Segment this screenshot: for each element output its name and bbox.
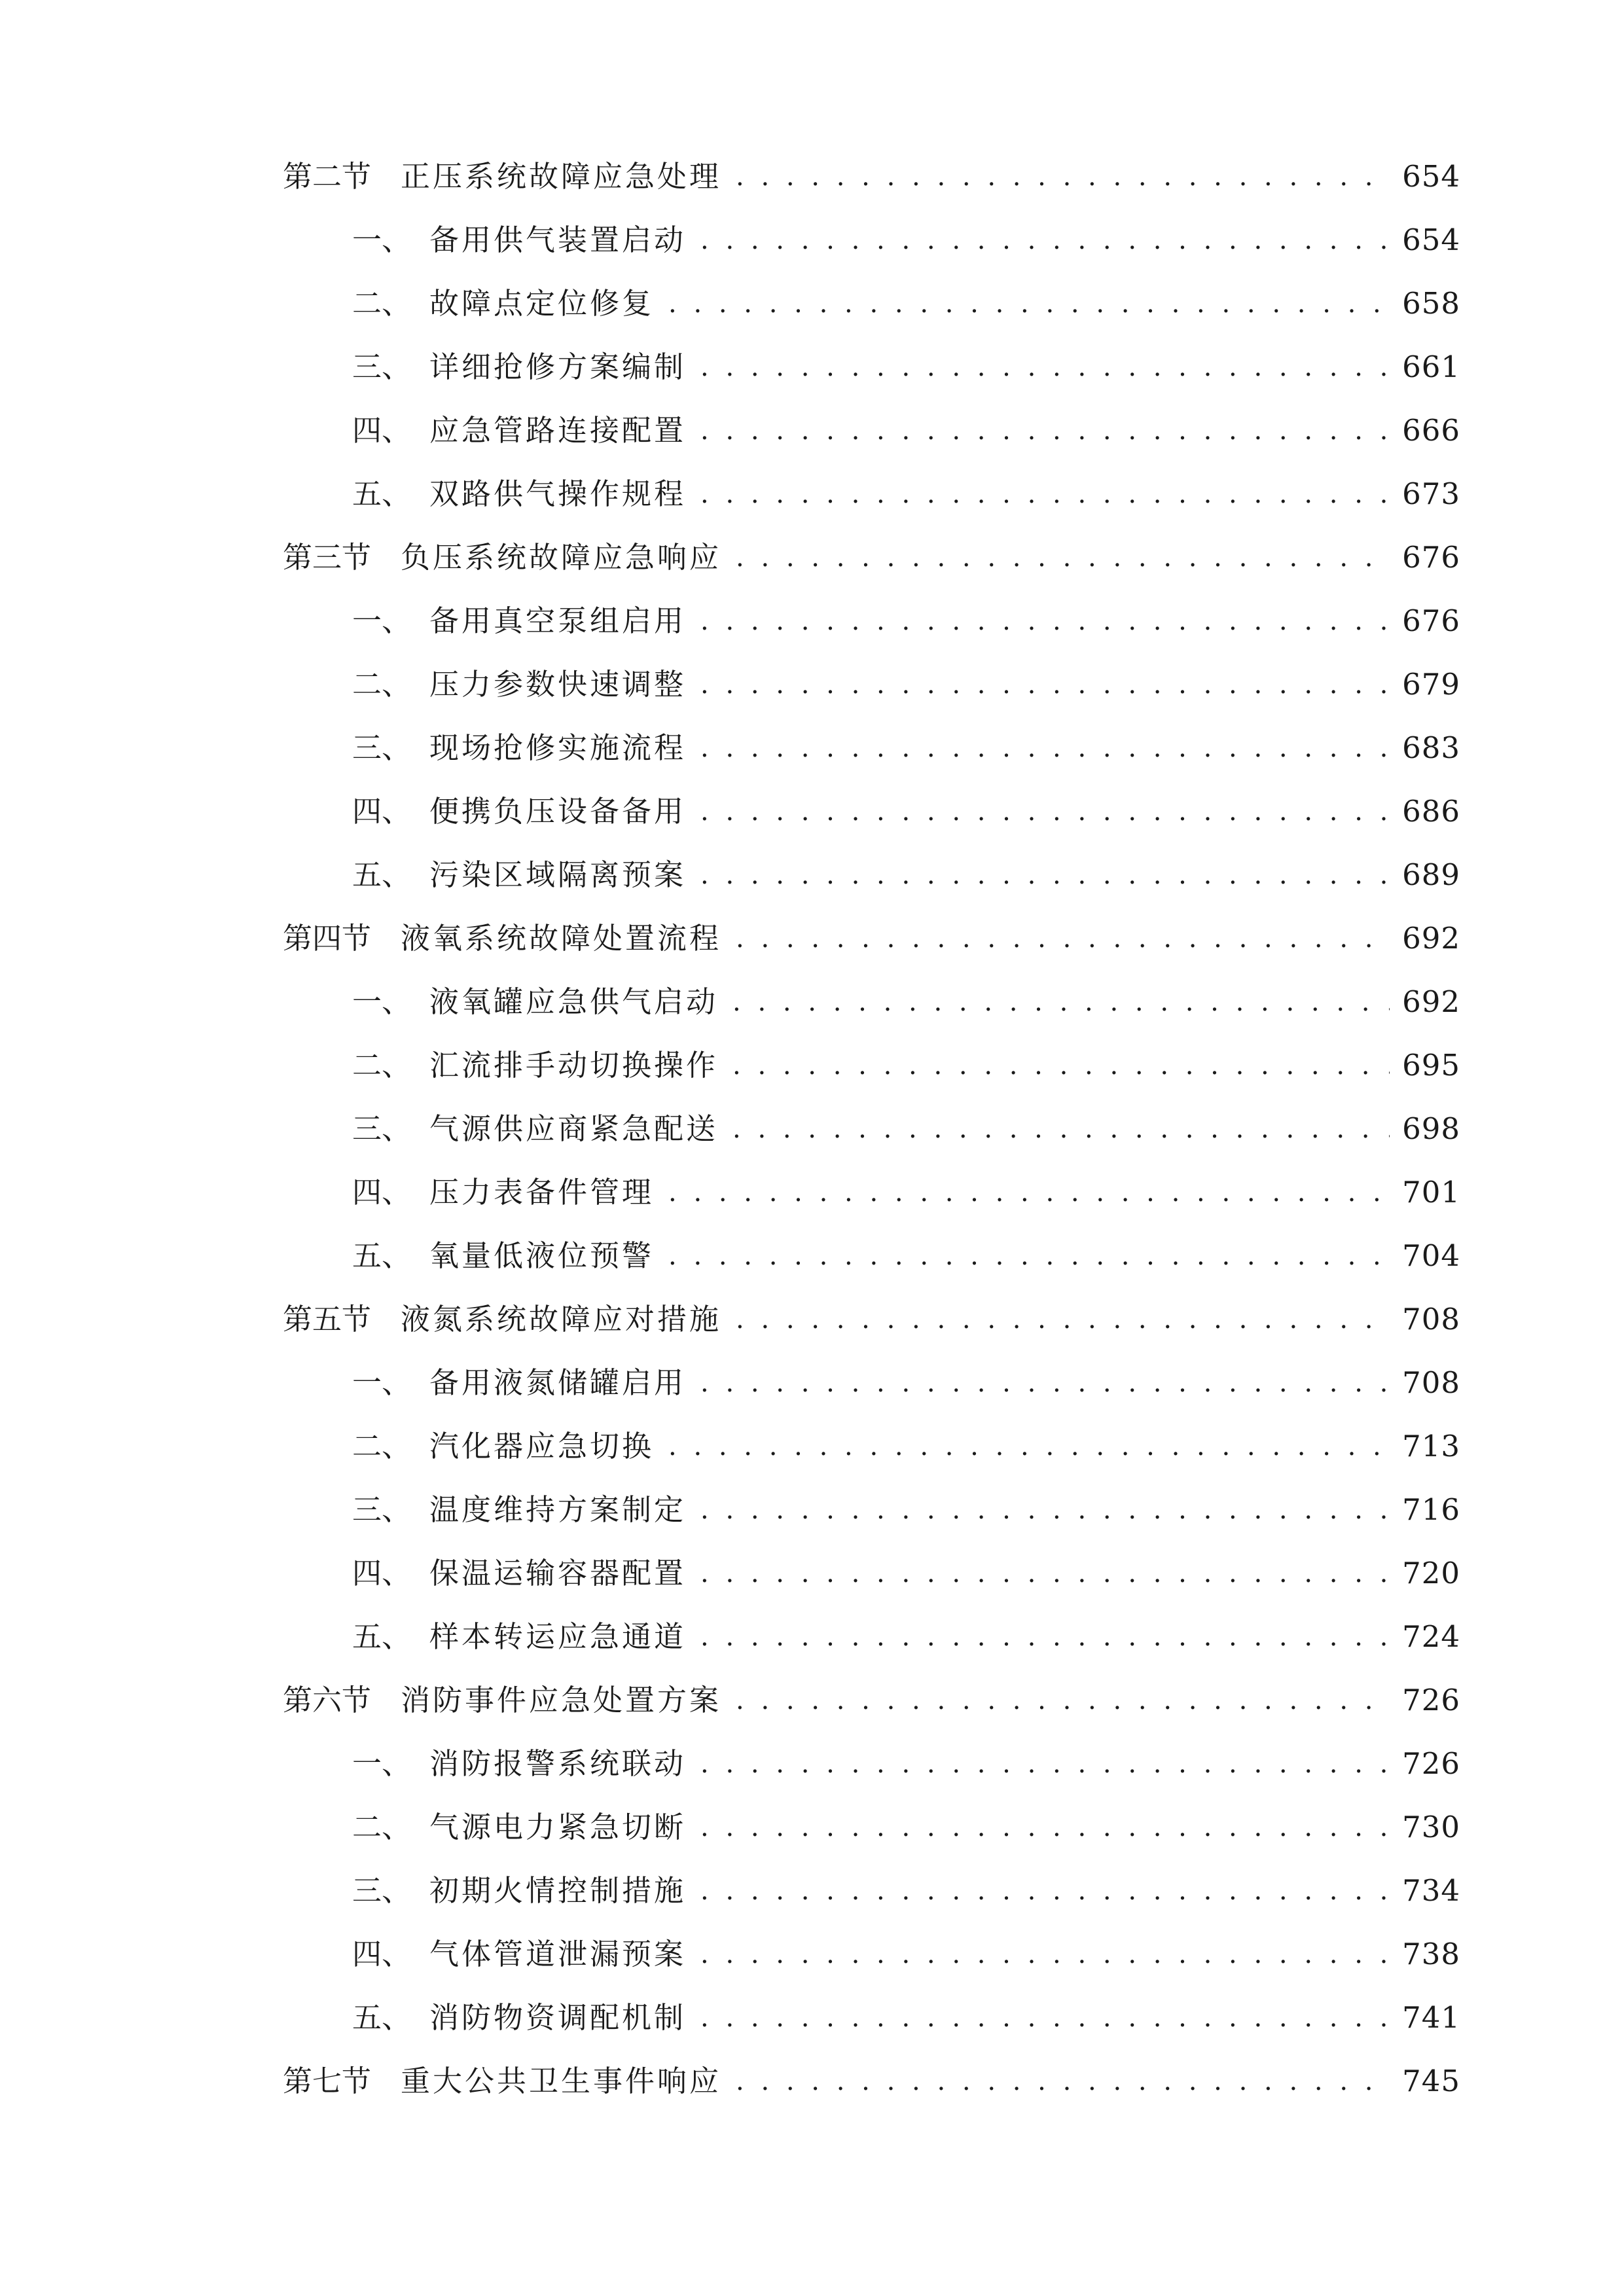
toc-item-number: 二、	[352, 667, 412, 702]
toc-item-title: 液氧罐应急供气启动	[429, 984, 719, 1019]
toc-item-row[interactable]	[352, 973, 1460, 1031]
toc-dot-leader	[700, 1480, 1390, 1539]
toc-item-number: 五、	[352, 857, 412, 892]
toc-section-number: 第五节	[283, 1302, 372, 1336]
toc-dot-leader	[700, 592, 1390, 651]
toc-page-number: 713	[1402, 1429, 1460, 1463]
toc-page-number: 708	[1402, 1365, 1460, 1400]
toc-section-number: 第七节	[283, 2064, 372, 2098]
toc-page-number: 695	[1402, 1048, 1460, 1083]
toc-dot-leader	[732, 973, 1390, 1031]
toc-item-title: 污染区域隔离预案	[429, 857, 687, 892]
toc-dot-leader	[668, 1227, 1390, 1285]
toc-section-number: 第三节	[283, 540, 372, 575]
toc-item-row[interactable]	[352, 1734, 1460, 1793]
toc-item-number: 三、	[352, 350, 412, 384]
toc-item-row[interactable]	[352, 1544, 1460, 1603]
toc-dot-leader	[700, 1734, 1390, 1793]
toc-page-number: 724	[1402, 1619, 1460, 1654]
toc-item-title: 样本转运应急通道	[429, 1619, 687, 1654]
toc-dot-leader	[700, 782, 1390, 841]
toc-item-number: 五、	[352, 1238, 412, 1273]
toc-item-title: 故障点定位修复	[429, 286, 655, 321]
toc-section-row[interactable]	[283, 1671, 1460, 1730]
toc-item-number: 二、	[352, 1048, 412, 1083]
toc-item-title: 保温运输容器配置	[429, 1556, 687, 1590]
toc-item-number: 二、	[352, 1429, 412, 1463]
toc-item-title: 便携负压设备备用	[429, 794, 687, 829]
toc-page-number: 738	[1402, 1937, 1460, 1971]
toc-section-title: 液氧系统故障处置流程	[401, 921, 722, 956]
toc-item-row[interactable]	[352, 1798, 1460, 1857]
toc-page-number: 704	[1402, 1238, 1460, 1273]
toc-dot-leader	[668, 274, 1390, 333]
toc-item-number: 二、	[352, 286, 412, 321]
toc-item-title: 气源供应商紧急配送	[429, 1111, 719, 1146]
toc-item-row[interactable]	[352, 655, 1460, 714]
toc-item-row[interactable]	[352, 211, 1460, 270]
toc-item-title: 氧量低液位预警	[429, 1238, 655, 1273]
toc-item-row[interactable]	[352, 1925, 1460, 1984]
toc-dot-leader	[736, 2052, 1390, 2111]
toc-page-number: 679	[1402, 667, 1460, 702]
toc-item-number: 五、	[352, 2000, 412, 2035]
toc-page-number: 698	[1402, 1111, 1460, 1146]
toc-section-row[interactable]	[283, 528, 1460, 587]
toc-item-number: 五、	[352, 1619, 412, 1654]
toc-dot-leader	[700, 1544, 1390, 1603]
toc-page-number: 734	[1402, 1873, 1460, 1908]
toc-item-row[interactable]	[352, 782, 1460, 841]
toc-page-number: 658	[1402, 286, 1460, 321]
toc-item-row[interactable]	[352, 1417, 1460, 1476]
toc-item-number: 三、	[352, 1873, 412, 1908]
toc-page-number: 745	[1402, 2064, 1460, 2098]
toc-dot-leader	[700, 846, 1390, 905]
toc-item-title: 备用真空泵组启用	[429, 603, 687, 638]
toc-dot-leader	[700, 1607, 1390, 1666]
toc-dot-leader	[700, 1925, 1390, 1984]
toc-section-number: 第六节	[283, 1683, 372, 1717]
toc-section-title: 负压系统故障应急响应	[401, 540, 722, 575]
toc-page-number: 741	[1402, 2000, 1460, 2035]
toc-dot-leader	[700, 1988, 1390, 2047]
toc-item-title: 现场抢修实施流程	[429, 730, 687, 765]
toc-item-number: 四、	[352, 794, 412, 829]
toc-item-row[interactable]	[352, 1607, 1460, 1666]
toc-item-title: 气源电力紧急切断	[429, 1810, 687, 1844]
toc-item-row[interactable]	[352, 401, 1460, 460]
toc-item-title: 备用液氮储罐启用	[429, 1365, 687, 1400]
toc-item-title: 详细抢修方案编制	[429, 350, 687, 384]
toc-dot-leader	[700, 1861, 1390, 1920]
toc-item-number: 五、	[352, 476, 412, 511]
toc-page-number: 726	[1402, 1746, 1460, 1781]
toc-section-row[interactable]	[283, 2052, 1460, 2111]
toc-item-title: 压力参数快速调整	[429, 667, 687, 702]
toc-dot-leader	[736, 147, 1390, 206]
toc-section-row[interactable]	[283, 909, 1460, 968]
toc-page-number: 716	[1402, 1492, 1460, 1527]
toc-item-title: 压力表备件管理	[429, 1175, 655, 1210]
toc-item-number: 一、	[352, 1746, 412, 1781]
toc-dot-leader	[700, 655, 1390, 714]
toc-section-row[interactable]	[283, 1290, 1460, 1349]
toc-dot-leader	[700, 1798, 1390, 1857]
toc-item-number: 一、	[352, 1365, 412, 1400]
toc-item-row[interactable]	[352, 1100, 1460, 1158]
toc-page-number: 683	[1402, 730, 1460, 765]
toc-page-number: 692	[1402, 984, 1460, 1019]
toc-page-number: 654	[1402, 159, 1460, 194]
toc-item-title: 应急管路连接配置	[429, 413, 687, 448]
toc-dot-leader	[700, 211, 1390, 270]
toc-section-title: 重大公共卫生事件响应	[401, 2064, 722, 2098]
toc-item-title: 汽化器应急切换	[429, 1429, 655, 1463]
toc-page-number: 701	[1402, 1175, 1460, 1210]
toc-section-title: 消防事件应急处置方案	[401, 1683, 722, 1717]
toc-section-number: 第二节	[283, 159, 372, 194]
toc-item-row[interactable]	[352, 1861, 1460, 1920]
toc-page-number: 666	[1402, 413, 1460, 448]
toc-dot-leader	[736, 1290, 1390, 1349]
toc-dot-leader	[732, 1036, 1390, 1095]
toc-item-title: 消防报警系统联动	[429, 1746, 687, 1781]
toc-dot-leader	[700, 338, 1390, 397]
toc-item-row[interactable]	[352, 592, 1460, 651]
toc-item-title: 双路供气操作规程	[429, 476, 687, 511]
toc-dot-leader	[668, 1417, 1390, 1476]
toc-dot-leader	[668, 1163, 1390, 1222]
toc-item-number: 四、	[352, 413, 412, 448]
toc-item-row[interactable]	[352, 274, 1460, 333]
toc-page-number: 730	[1402, 1810, 1460, 1844]
toc-item-row[interactable]	[352, 1988, 1460, 2047]
toc-dot-leader	[700, 719, 1390, 778]
toc-page-number: 726	[1402, 1683, 1460, 1717]
toc-page-number: 689	[1402, 857, 1460, 892]
toc-item-row[interactable]	[352, 1036, 1460, 1095]
toc-item-title: 初期火情控制措施	[429, 1873, 687, 1908]
toc-item-number: 一、	[352, 984, 412, 1019]
toc-item-number: 一、	[352, 603, 412, 638]
toc-item-row[interactable]	[352, 1354, 1460, 1412]
toc-page-number: 720	[1402, 1556, 1460, 1590]
toc-item-number: 四、	[352, 1556, 412, 1590]
toc-page-number: 708	[1402, 1302, 1460, 1336]
toc-page-number: 661	[1402, 350, 1460, 384]
toc-page-number: 676	[1402, 603, 1460, 638]
toc-item-title: 汇流排手动切换操作	[429, 1048, 719, 1083]
toc-item-title: 气体管道泄漏预案	[429, 1937, 687, 1971]
toc-section-title: 正压系统故障应急处理	[401, 159, 722, 194]
toc-item-number: 三、	[352, 1111, 412, 1146]
toc-page-number: 654	[1402, 223, 1460, 257]
toc-page-number: 692	[1402, 921, 1460, 956]
toc-item-row[interactable]	[352, 338, 1460, 397]
toc-section-row[interactable]	[283, 147, 1460, 206]
toc-dot-leader	[736, 909, 1390, 968]
toc-item-number: 四、	[352, 1175, 412, 1210]
toc-item-row[interactable]	[352, 719, 1460, 778]
toc-item-number: 四、	[352, 1937, 412, 1971]
toc-item-row[interactable]	[352, 1480, 1460, 1539]
toc-dot-leader	[736, 1671, 1390, 1730]
toc-dot-leader	[736, 528, 1390, 587]
toc-dot-leader	[700, 465, 1390, 524]
toc-page-number: 686	[1402, 794, 1460, 829]
toc-item-row[interactable]	[352, 465, 1460, 524]
toc-dot-leader	[700, 401, 1390, 460]
toc-page-number: 676	[1402, 540, 1460, 575]
toc-item-row[interactable]	[352, 846, 1460, 905]
toc-item-row[interactable]	[352, 1227, 1460, 1285]
toc-section-number: 第四节	[283, 921, 372, 956]
toc-section-title: 液氮系统故障应对措施	[401, 1302, 722, 1336]
toc-item-number: 一、	[352, 223, 412, 257]
toc-item-number: 二、	[352, 1810, 412, 1844]
toc-item-number: 三、	[352, 730, 412, 765]
toc-dot-leader	[700, 1354, 1390, 1412]
toc-item-title: 备用供气装置启动	[429, 223, 687, 257]
toc-item-row[interactable]	[352, 1163, 1460, 1222]
toc-dot-leader	[732, 1100, 1390, 1158]
toc-item-title: 消防物资调配机制	[429, 2000, 687, 2035]
toc-item-title: 温度维持方案制定	[429, 1492, 687, 1527]
toc-item-number: 三、	[352, 1492, 412, 1527]
toc-page-number: 673	[1402, 476, 1460, 511]
